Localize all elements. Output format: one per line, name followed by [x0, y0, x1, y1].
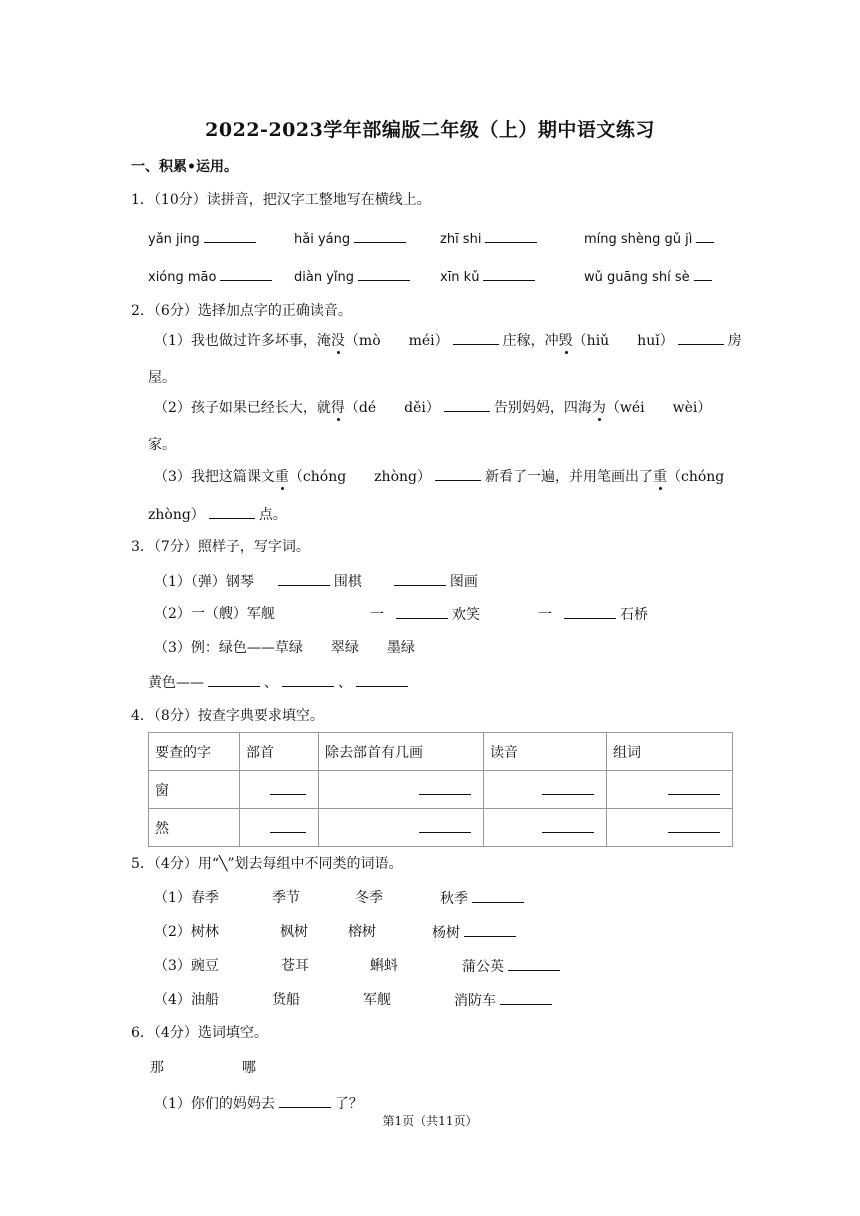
table-header: 除去部首有几画	[319, 733, 484, 771]
answer-blank[interactable]	[444, 397, 490, 412]
answer-blank[interactable]	[435, 466, 481, 481]
answer-blank[interactable]	[668, 818, 720, 833]
q2-sentence-2-cont: 家。	[148, 437, 176, 453]
answer-blank[interactable]	[542, 818, 594, 833]
q5-word: 蝌蚪	[370, 958, 398, 974]
q5-word-last: 秋季	[440, 888, 528, 909]
answer-blank[interactable]	[208, 672, 260, 687]
answer-blank[interactable]	[542, 780, 594, 795]
q6-word: 那	[150, 1060, 164, 1076]
q5-word: 冬季	[355, 890, 383, 906]
answer-blank[interactable]	[453, 330, 499, 345]
q4-stem: 4．（8分）按查字典要求填空。	[131, 708, 324, 724]
answer-blank[interactable]	[419, 780, 471, 795]
q2-sentence-1-cont: 屋。	[148, 370, 176, 386]
q5-word: （1）春季	[154, 890, 219, 906]
answer-blank[interactable]	[472, 888, 524, 903]
answer-blank[interactable]	[694, 266, 712, 281]
q2-sentence-2: （2）孩子如果已经长大，就得（dé děi） 告别妈妈，四海为（wéi wèi）	[154, 397, 711, 418]
q3-row-4: 黄色—— 、 、	[148, 672, 412, 693]
dotted-char: 重	[274, 469, 289, 485]
q5-word-last: 杨树	[432, 922, 520, 943]
answer-blank[interactable]	[668, 780, 720, 795]
answer-blank[interactable]	[209, 504, 255, 519]
answer-blank[interactable]	[419, 818, 471, 833]
q5-word: （3）豌豆	[154, 958, 219, 974]
q3-stem: 3．（7分）照样子，写字词。	[131, 539, 310, 555]
table-cell: 窗	[149, 771, 240, 809]
page-footer: 第1页（共11页）	[382, 1114, 478, 1128]
answer-blank[interactable]	[356, 672, 408, 687]
section-heading: 一、积累•运用。	[131, 159, 238, 175]
q5-word: 苍耳	[281, 958, 309, 974]
answer-blank[interactable]	[396, 604, 448, 619]
q6-stem: 6．（4分）选词填空。	[131, 1025, 268, 1041]
q5-stem: 5．（4分）用“╲”划去每组中不同类的词语。	[131, 856, 403, 872]
q1-item: yǎn jing	[148, 228, 260, 250]
page-title: 2022-2023学年部编版二年级（上）期中语文练习	[205, 119, 655, 141]
dictionary-table	[148, 732, 733, 847]
table-header: 部首	[240, 733, 319, 771]
answer-blank[interactable]	[485, 228, 537, 243]
q2-stem: 2．（6分）选择加点字的正确读音。	[131, 303, 352, 319]
q1-stem: 1．（10分）读拼音，把汉字工整地写在横线上。	[131, 192, 431, 208]
q5-word: 季节	[272, 890, 300, 906]
answer-blank[interactable]	[270, 780, 306, 795]
q3-row-2-c: 一 石桥	[538, 604, 648, 625]
answer-blank[interactable]	[500, 990, 552, 1005]
dotted-char: 得	[330, 400, 345, 416]
q6-sentence-1: （1）你们的妈妈去 了？	[154, 1093, 363, 1114]
q1-item: wǔ guāng shí sè	[584, 266, 716, 288]
dotted-char: 为	[591, 400, 606, 416]
answer-blank[interactable]	[279, 1093, 331, 1108]
q3-row-2-b: 一 欢笑	[370, 604, 480, 625]
answer-blank[interactable]	[354, 228, 406, 243]
q1-item: zhī shi	[440, 228, 541, 250]
q5-word: 枫树	[280, 924, 308, 940]
answer-blank[interactable]	[270, 818, 306, 833]
dotted-char: 没	[330, 333, 345, 349]
q2-sentence-3: （3）我把这篇课文重（chóng zhòng） 新看了一遍，并用笔画出了重（chóng	[154, 466, 724, 487]
q5-word-last: 蒲公英	[462, 956, 564, 977]
answer-blank[interactable]	[358, 266, 410, 281]
table-header: 要查的字	[149, 733, 240, 771]
dotted-char: 重	[653, 469, 667, 485]
table-header: 组词	[607, 733, 733, 771]
q1-item: diàn yǐng	[294, 266, 414, 288]
q1-item: hǎi yáng	[294, 228, 410, 250]
q1-item: xīn kǔ	[440, 266, 539, 288]
answer-blank[interactable]	[282, 672, 334, 687]
table-row	[149, 809, 733, 847]
q3-row-3: （3）例：绿色——草绿 翠绿 墨绿	[154, 640, 415, 656]
q1-item: míng shèng gǔ jì	[584, 228, 718, 250]
q5-word: 军舰	[363, 992, 391, 1008]
answer-blank[interactable]	[394, 571, 446, 586]
q1-item: xióng māo	[148, 266, 276, 288]
q5-word-last: 消防车	[454, 990, 556, 1011]
answer-blank[interactable]	[220, 266, 272, 281]
answer-blank[interactable]	[678, 330, 724, 345]
q3-row-1: （1）（弹）钢琴 围棋 图画	[154, 571, 478, 592]
table-cell: 然	[149, 809, 240, 847]
q5-word: （4）油船	[154, 992, 219, 1008]
q5-word: 货船	[272, 992, 300, 1008]
answer-blank[interactable]	[483, 266, 535, 281]
q2-sentence-3-cont: zhòng） 点。	[148, 504, 287, 525]
answer-blank[interactable]	[204, 228, 256, 243]
answer-blank[interactable]	[278, 571, 330, 586]
answer-blank[interactable]	[564, 604, 616, 619]
table-header-row	[149, 733, 733, 771]
q3-row-2: （2）一（艘）军舰	[154, 606, 275, 622]
answer-blank[interactable]	[696, 228, 714, 243]
dotted-char: 毁	[558, 333, 573, 349]
table-row	[149, 771, 733, 809]
q5-word: （2）树林	[154, 924, 219, 940]
q2-sentence-1: （1）我也做过许多坏事，淹没（mò méi） 庄稼，冲毁（hiǔ huǐ） 房	[154, 330, 742, 351]
table-header: 读音	[484, 733, 607, 771]
answer-blank[interactable]	[464, 922, 516, 937]
q5-word: 榕树	[348, 924, 376, 940]
answer-blank[interactable]	[508, 956, 560, 971]
q6-word: 哪	[242, 1060, 256, 1076]
